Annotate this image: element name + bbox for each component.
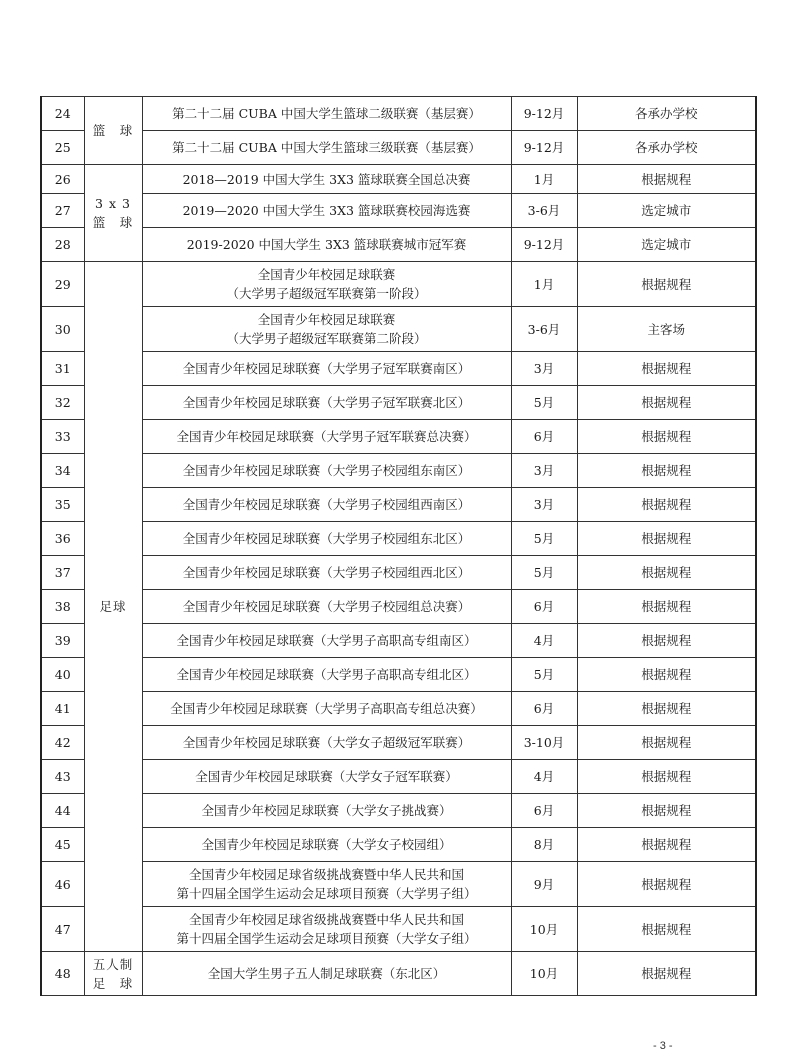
- row-number: 32: [41, 386, 84, 420]
- event-name-line: 全国青少年校园足球联赛（大学男子冠军联赛总决赛）: [176, 429, 477, 444]
- event-time: 3月: [511, 454, 577, 488]
- row-number: 45: [41, 828, 84, 862]
- table-row: [41, 658, 756, 692]
- table-row: [41, 488, 756, 522]
- event-name: [142, 828, 511, 862]
- event-name-line: 全国青少年校园足球省级挑战赛暨中华人民共和国: [188, 867, 464, 882]
- row-number: 35: [41, 488, 84, 522]
- event-venue: 主客场: [577, 307, 756, 352]
- table-row: [41, 420, 756, 454]
- table-row: [41, 726, 756, 760]
- table-row: [41, 228, 756, 262]
- row-number: 29: [41, 262, 84, 307]
- sport-category: [84, 97, 142, 165]
- event-venue: 根据规程: [577, 760, 756, 794]
- table-row: [41, 131, 756, 165]
- schedule-sheet: [40, 96, 755, 996]
- event-name-line: 第十四届全国学生运动会足球项目预赛（大学女子组）: [176, 931, 477, 946]
- event-venue: 根据规程: [577, 624, 756, 658]
- event-venue: 根据规程: [577, 165, 756, 194]
- event-name-line: 全国青少年校园足球联赛（大学男子冠军联赛南区）: [182, 361, 471, 376]
- event-name-line: 2019—2020 中国大学生 3X3 篮球联赛校园海选赛: [182, 203, 471, 218]
- row-number: 36: [41, 522, 84, 556]
- row-number: 40: [41, 658, 84, 692]
- event-name: [142, 165, 511, 194]
- event-name-line: 全国青少年校园足球联赛（大学男子高职高专组南区）: [176, 633, 477, 648]
- event-time: 3-6月: [511, 307, 577, 352]
- event-venue: 根据规程: [577, 590, 756, 624]
- event-venue: 根据规程: [577, 386, 756, 420]
- event-time: 6月: [511, 692, 577, 726]
- event-name-line: 全国青少年校园足球联赛（大学男子校园组东北区）: [182, 531, 471, 546]
- table-row: [41, 828, 756, 862]
- event-venue: 根据规程: [577, 262, 756, 307]
- event-time: 9-12月: [511, 228, 577, 262]
- row-number: 34: [41, 454, 84, 488]
- event-name-line: 全国青少年校园足球联赛（大学男子校园组西北区）: [182, 565, 471, 580]
- event-name: [142, 658, 511, 692]
- event-time: 1月: [511, 262, 577, 307]
- event-name-line: 全国青少年校园足球联赛（大学男子冠军联赛北区）: [182, 395, 471, 410]
- schedule-table-body: [41, 97, 756, 996]
- event-name-line: 全国青少年校园足球联赛（大学女子冠军联赛）: [195, 769, 458, 784]
- event-name-line: 全国青少年校园足球联赛（大学男子校园组东南区）: [182, 463, 471, 478]
- sport-category: [84, 165, 142, 262]
- sport-category-line: 3 x 3: [95, 196, 131, 211]
- row-number: 24: [41, 97, 84, 131]
- event-venue: 根据规程: [577, 692, 756, 726]
- event-name: [142, 760, 511, 794]
- event-time: 3月: [511, 352, 577, 386]
- event-name: [142, 386, 511, 420]
- row-number: 42: [41, 726, 84, 760]
- event-name-line: 全国青少年校园足球联赛: [257, 267, 396, 282]
- event-time: 1月: [511, 165, 577, 194]
- event-name: [142, 307, 511, 352]
- event-name-line: 全国青少年校园足球联赛（大学男子校园组总决赛）: [182, 599, 471, 614]
- event-venue: 根据规程: [577, 907, 756, 952]
- event-time: 5月: [511, 386, 577, 420]
- event-time: 4月: [511, 760, 577, 794]
- event-name: [142, 194, 511, 228]
- event-time: 3-6月: [511, 194, 577, 228]
- event-name-line: 全国青少年校园足球联赛（大学男子高职高专组总决赛）: [170, 701, 483, 716]
- row-number: 26: [41, 165, 84, 194]
- row-number: 41: [41, 692, 84, 726]
- event-time: 10月: [511, 952, 577, 996]
- event-venue: 根据规程: [577, 726, 756, 760]
- event-name: [142, 228, 511, 262]
- row-number: 39: [41, 624, 84, 658]
- row-number: 33: [41, 420, 84, 454]
- event-name: [142, 692, 511, 726]
- table-row: [41, 522, 756, 556]
- row-number: 37: [41, 556, 84, 590]
- table-row: [41, 952, 756, 996]
- event-time: 6月: [511, 420, 577, 454]
- table-row: [41, 862, 756, 907]
- table-row: [41, 352, 756, 386]
- sport-category-line: 篮 球: [92, 215, 134, 230]
- row-number: 30: [41, 307, 84, 352]
- sport-category: [84, 952, 142, 996]
- event-venue: 选定城市: [577, 228, 756, 262]
- event-name-line: 第二十二届 CUBA 中国大学生篮球三级联赛（基层赛）: [172, 140, 481, 155]
- sport-category-line: 篮 球: [92, 123, 134, 138]
- event-time: 9月: [511, 862, 577, 907]
- event-time: 8月: [511, 828, 577, 862]
- row-number: 47: [41, 907, 84, 952]
- row-number: 25: [41, 131, 84, 165]
- event-name-line: 全国青少年校园足球联赛: [257, 312, 396, 327]
- event-name: [142, 522, 511, 556]
- event-time: 10月: [511, 907, 577, 952]
- row-number: 48: [41, 952, 84, 996]
- table-row: [41, 97, 756, 131]
- table-row: [41, 307, 756, 352]
- event-name: [142, 131, 511, 165]
- event-time: 4月: [511, 624, 577, 658]
- event-name-line: 全国青少年校园足球联赛（大学女子挑战赛）: [201, 803, 452, 818]
- event-venue: 根据规程: [577, 658, 756, 692]
- sport-category-line: 五人制: [92, 956, 134, 972]
- event-name: [142, 488, 511, 522]
- event-venue: 根据规程: [577, 794, 756, 828]
- event-name: [142, 907, 511, 952]
- event-venue: 根据规程: [577, 420, 756, 454]
- row-number: 46: [41, 862, 84, 907]
- table-row: [41, 624, 756, 658]
- event-name-line: 2018—2019 中国大学生 3X3 篮球联赛全国总决赛: [182, 171, 471, 187]
- table-row: [41, 907, 756, 952]
- table-row: [41, 692, 756, 726]
- page-number: - 3 -: [653, 1040, 673, 1052]
- event-venue: 根据规程: [577, 454, 756, 488]
- table-row: [41, 794, 756, 828]
- table-row: [41, 194, 756, 228]
- event-name: [142, 97, 511, 131]
- event-venue: 各承办学校: [577, 131, 756, 165]
- event-venue: 各承办学校: [577, 97, 756, 131]
- event-name: [142, 352, 511, 386]
- table-row: [41, 454, 756, 488]
- sport-category-line: 足 球: [92, 975, 134, 991]
- table-row: [41, 590, 756, 624]
- event-name: [142, 726, 511, 760]
- table-row: [41, 165, 756, 194]
- event-venue: 选定城市: [577, 194, 756, 228]
- event-name: [142, 262, 511, 307]
- event-name: [142, 952, 511, 996]
- event-name: [142, 454, 511, 488]
- event-name-line: 全国青少年校园足球联赛（大学女子超级冠军联赛）: [182, 735, 471, 750]
- table-row: [41, 386, 756, 420]
- event-name: [142, 420, 511, 454]
- event-name-line: 第十四届全国学生运动会足球项目预赛（大学男子组）: [176, 886, 477, 901]
- row-number: 43: [41, 760, 84, 794]
- event-time: 6月: [511, 794, 577, 828]
- row-number: 28: [41, 228, 84, 262]
- event-time: 5月: [511, 556, 577, 590]
- event-venue: 根据规程: [577, 952, 756, 996]
- event-name: [142, 590, 511, 624]
- table-row: [41, 556, 756, 590]
- schedule-table: [40, 96, 757, 996]
- sport-category: [84, 262, 142, 952]
- table-row: [41, 262, 756, 307]
- event-venue: 根据规程: [577, 522, 756, 556]
- event-name-line: （大学男子超级冠军联赛第一阶段）: [226, 286, 427, 301]
- event-name-line: 全国青少年校园足球联赛（大学男子校园组西南区）: [182, 497, 471, 512]
- row-number: 31: [41, 352, 84, 386]
- event-time: 9-12月: [511, 131, 577, 165]
- event-name-line: （大学男子超级冠军联赛第二阶段）: [226, 331, 427, 346]
- event-name: [142, 556, 511, 590]
- event-time: 5月: [511, 522, 577, 556]
- event-name-line: 第二十二届 CUBA 中国大学生篮球二级联赛（基层赛）: [172, 106, 481, 121]
- event-venue: 根据规程: [577, 352, 756, 386]
- event-name-line: 全国青少年校园足球省级挑战赛暨中华人民共和国: [188, 912, 464, 927]
- event-time: 5月: [511, 658, 577, 692]
- event-name-line: 全国青少年校园足球联赛（大学女子校园组）: [201, 837, 452, 852]
- event-name: [142, 794, 511, 828]
- event-name: [142, 862, 511, 907]
- event-time: 9-12月: [511, 97, 577, 131]
- event-venue: 根据规程: [577, 556, 756, 590]
- event-venue: 根据规程: [577, 828, 756, 862]
- event-name-line: 2019-2020 中国大学生 3X3 篮球联赛城市冠军赛: [186, 237, 467, 252]
- event-name: [142, 624, 511, 658]
- event-time: 3月: [511, 488, 577, 522]
- row-number: 44: [41, 794, 84, 828]
- row-number: 27: [41, 194, 84, 228]
- table-row: [41, 760, 756, 794]
- row-number: 38: [41, 590, 84, 624]
- event-venue: 根据规程: [577, 488, 756, 522]
- event-name-line: 全国大学生男子五人制足球联赛（东北区）: [207, 966, 446, 981]
- event-time: 3-10月: [511, 726, 577, 760]
- event-name-line: 全国青少年校园足球联赛（大学男子高职高专组北区）: [176, 667, 477, 682]
- event-time: 6月: [511, 590, 577, 624]
- sport-category-line: 足球: [99, 599, 127, 614]
- event-venue: 根据规程: [577, 862, 756, 907]
